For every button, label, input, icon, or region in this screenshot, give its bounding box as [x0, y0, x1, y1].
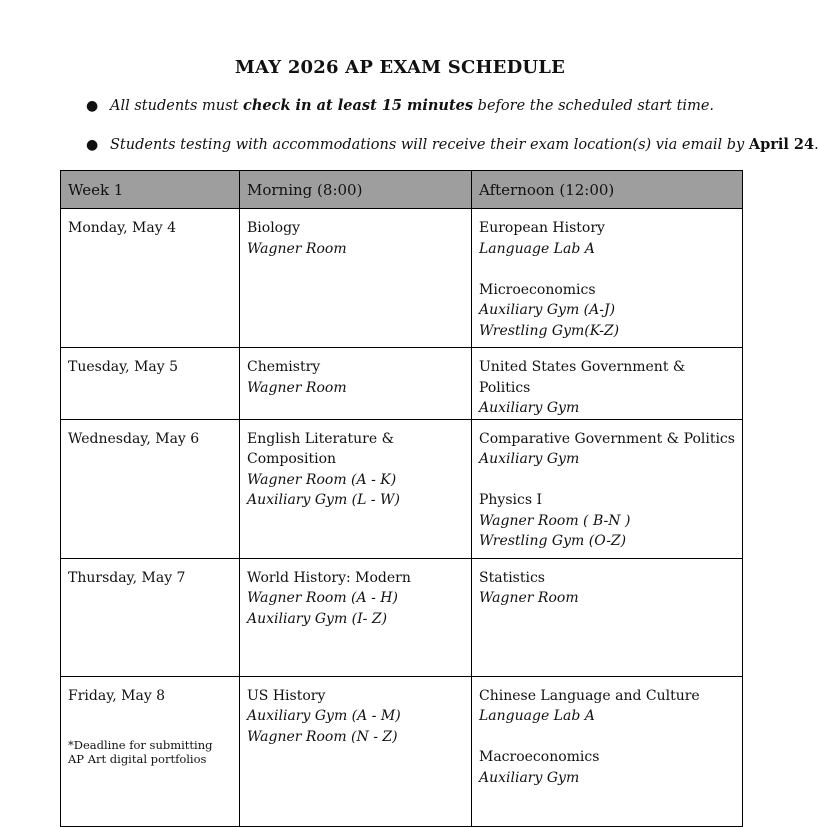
table-row — [61, 348, 743, 420]
exam-room: Wagner Room — [247, 240, 347, 257]
exam-name: Comparative Government & Politics — [479, 430, 735, 447]
note-emphasis: April 24 — [748, 136, 815, 153]
header-morning: Morning (8:00) — [240, 171, 472, 209]
exam-room: Wagner Room — [479, 590, 579, 606]
exam-room: Wagner Room — [247, 379, 347, 396]
day-label: Tuesday, May 5 — [68, 359, 179, 375]
day-label: Thursday, May 7 — [68, 569, 186, 586]
header-week: Week 1 — [61, 171, 240, 209]
note-emphasis: check in at least 15 minutes — [243, 97, 474, 114]
exam-schedule-table — [60, 170, 743, 827]
morning-cell — [240, 348, 472, 420]
morning-cell — [240, 419, 472, 558]
exam-room: Language Lab A — [479, 240, 595, 257]
exam-room: Wrestling Gym (O-Z) — [479, 533, 627, 549]
morning-cell — [240, 209, 472, 348]
day-label: Wednesday, May 6 — [68, 430, 200, 447]
table-row — [61, 209, 743, 348]
afternoon-cell — [472, 209, 743, 348]
list-item — [86, 96, 776, 116]
instructions-list — [86, 96, 819, 174]
exam-name: European History — [479, 220, 605, 236]
deadline-note: *Deadline for submitting AP Art digital portfolios — [68, 738, 213, 766]
exam-room: Wagner Room (N - Z) — [247, 728, 398, 745]
exam-name: Microeconomics — [479, 281, 596, 298]
exam-room: Wagner Room (A - H) — [247, 590, 398, 606]
bullet-icon: ● — [86, 98, 99, 114]
day-label: Friday, May 8 — [68, 687, 166, 704]
afternoon-cell — [472, 348, 743, 420]
afternoon-cell — [472, 676, 743, 826]
day-cell — [61, 676, 240, 826]
note-text: before the scheduled start time. — [473, 98, 715, 114]
exam-name: United States Government & Politics — [479, 359, 686, 396]
exam-name: Statistics — [479, 569, 545, 586]
exam-room: Auxiliary Gym (A-J) — [479, 302, 616, 318]
exam-room: Auxiliary Gym — [479, 769, 580, 786]
exam-room: Wagner Room (A - K) — [247, 471, 397, 488]
exam-room: Auxiliary Gym (A - M) — [247, 708, 401, 724]
afternoon-cell — [472, 558, 743, 676]
exam-name: US History — [247, 687, 326, 704]
exam-name: Chemistry — [247, 359, 321, 375]
exam-name: Chinese Language and Culture — [479, 687, 700, 704]
day-cell — [61, 209, 240, 348]
note-text: Students testing with accommodations will receive their exam location(s) via email by — [110, 137, 749, 153]
bullet-icon: ● — [86, 137, 99, 153]
table-row — [61, 676, 743, 826]
day-label: Monday, May 4 — [68, 220, 176, 236]
exam-name: Biology — [247, 220, 300, 236]
exam-name: English Literature & Composition — [247, 430, 395, 467]
exam-name: World History: Modern — [247, 569, 411, 586]
exam-room: Auxiliary Gym (L - W) — [247, 492, 400, 508]
day-cell — [61, 419, 240, 558]
note-text: All students must — [110, 98, 244, 114]
exam-room: Auxiliary Gym — [479, 400, 580, 416]
exam-name: Macroeconomics — [479, 749, 600, 765]
day-cell — [61, 348, 240, 420]
exam-room: Language Lab A — [479, 708, 595, 724]
table-header-row — [61, 171, 743, 209]
note-text: . — [814, 137, 819, 153]
exam-room: Wagner Room ( B-N ) — [479, 512, 631, 529]
list-item — [86, 135, 819, 155]
afternoon-cell — [472, 419, 743, 558]
table-row — [61, 419, 743, 558]
day-cell — [61, 558, 240, 676]
morning-cell — [240, 558, 472, 676]
page-title: MAY 2026 AP EXAM SCHEDULE — [234, 57, 566, 78]
header-afternoon: Afternoon (12:00) — [472, 171, 743, 209]
exam-room: Wrestling Gym(K-Z) — [479, 322, 620, 339]
exam-room: Auxiliary Gym (I- Z) — [247, 610, 388, 627]
table-row — [61, 558, 743, 676]
exam-room: Auxiliary Gym — [479, 451, 580, 467]
morning-cell — [240, 676, 472, 826]
exam-name: Physics I — [479, 492, 543, 508]
